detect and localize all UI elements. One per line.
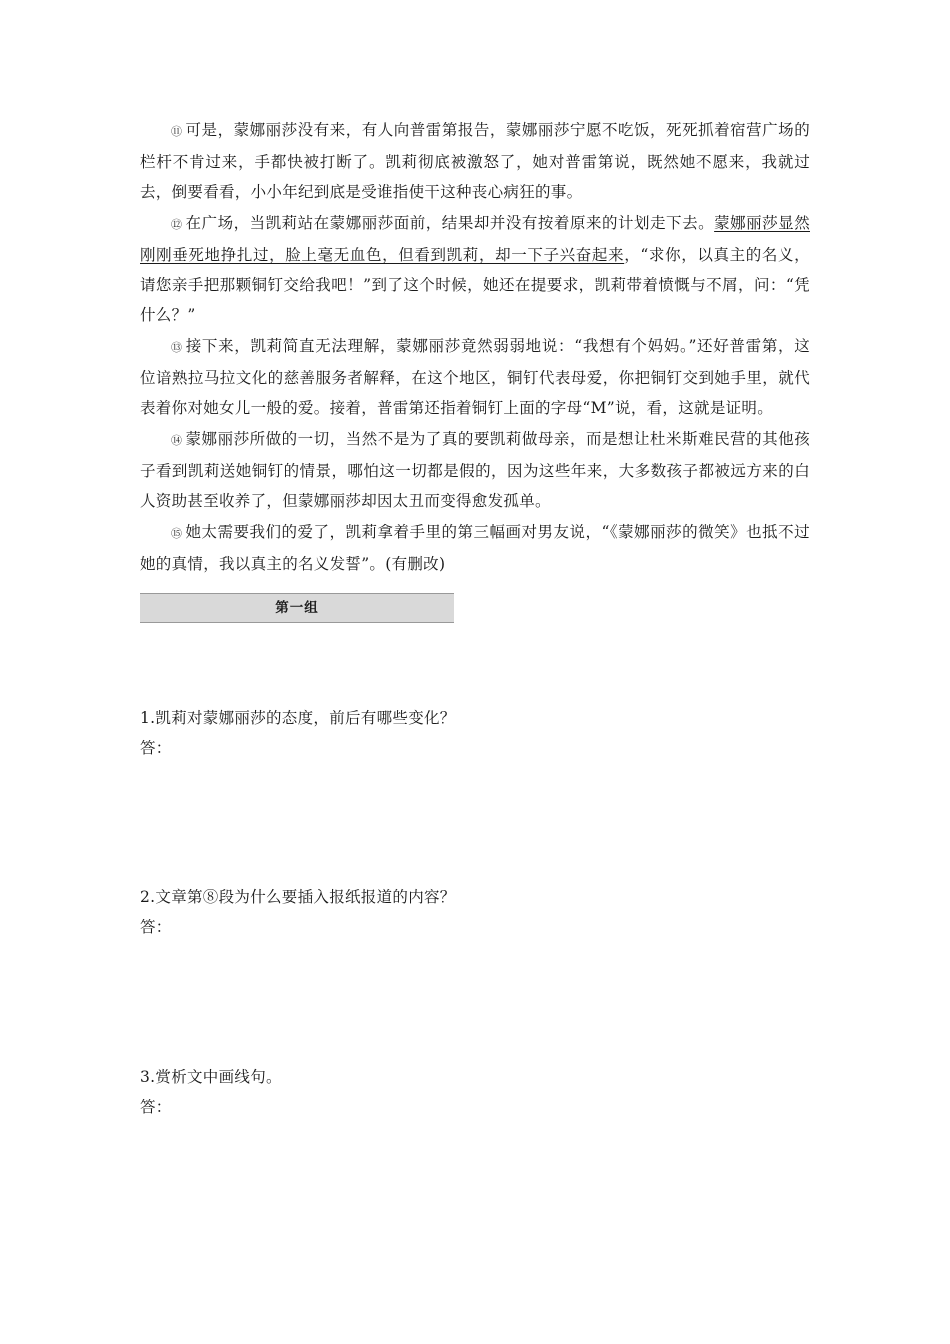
- question-text: 3.赏析文中画线句。: [140, 1068, 282, 1086]
- question-1: [140, 703, 810, 763]
- paragraph-11: [140, 115, 810, 207]
- paragraph-12: [140, 208, 810, 330]
- underlined-sentence: 蒙娜丽莎显然刚刚垂死地挣扎过，脸上毫无血色，但看到凯莉，却一下子兴奋起来: [140, 214, 810, 264]
- paragraph-number: ⑮: [171, 527, 183, 540]
- document-page: [140, 115, 810, 623]
- paragraph-number: ⑬: [171, 341, 183, 354]
- answer-label: 答：: [140, 1098, 172, 1116]
- paragraph-text: ，“求你，以真主的名义，请您亲手把那颗铜钉交给我吧！”到了这个时候，她还在提要求，凯莉带着愤慨与不屑，问：“凭什么？”: [140, 246, 810, 324]
- paragraph-number: ⑪: [171, 125, 183, 138]
- paragraph-text: 接下来，凯莉简直无法理解，蒙娜丽莎竟然弱弱地说：“我想有个妈妈。”还好普雷第，这位谙熟拉马拉文化的慈善服务者解释，在这个地区，铜钉代表母爱，你把铜钉交到她手里，就代表着你对她女儿一般的爱。接着，普雷第还指着铜钉上面的字母“M”说，看，这就是证明。: [140, 337, 810, 417]
- paragraph-13: [140, 331, 810, 423]
- paragraph-number: ⑭: [171, 434, 183, 447]
- section-header: 第一组: [140, 593, 454, 623]
- paragraph-text: 在广场，当凯莉站在蒙娜丽莎面前，结果却并没有按着原来的计划走下去。: [185, 214, 715, 232]
- question-3: [140, 1062, 810, 1122]
- answer-label: 答：: [140, 918, 172, 936]
- question-text: 2.文章第⑧段为什么要插入报纸报道的内容？: [140, 888, 456, 906]
- paragraph-text: 可是，蒙娜丽莎没有来，有人向普雷第报告，蒙娜丽莎宁愿不吃饭，死死抓着宿营广场的栏杆不肯过来，手都快被打断了。凯莉彻底被激怒了，她对普雷第说，既然她不愿来，我就过去，倒要看看，小小年纪到底是受谁指使干这种丧心病狂的事。: [140, 121, 811, 201]
- paragraph-14: [140, 424, 810, 516]
- question-2: [140, 882, 810, 942]
- answer-label: 答：: [140, 739, 172, 757]
- paragraph-text: 蒙娜丽莎所做的一切，当然不是为了真的要凯莉做母亲，而是想让杜米斯难民营的其他孩子看到凯莉送她铜钉的情景，哪怕这一切都是假的，因为这些年来，大多数孩子都被远方来的白人资助甚至收养了，但蒙娜丽莎却因太丑而变得愈发孤单。: [140, 430, 811, 510]
- paragraph-text: 她太需要我们的爱了，凯莉拿着手里的第三幅画对男友说，“《蒙娜丽莎的微笑》也抵不过她的真情，我以真主的名义发誓”。(有删改): [140, 523, 810, 573]
- paragraph-number: ⑫: [171, 218, 183, 231]
- paragraph-15: [140, 517, 810, 579]
- question-text: 1.凯莉对蒙娜丽莎的态度，前后有哪些变化？: [140, 709, 456, 727]
